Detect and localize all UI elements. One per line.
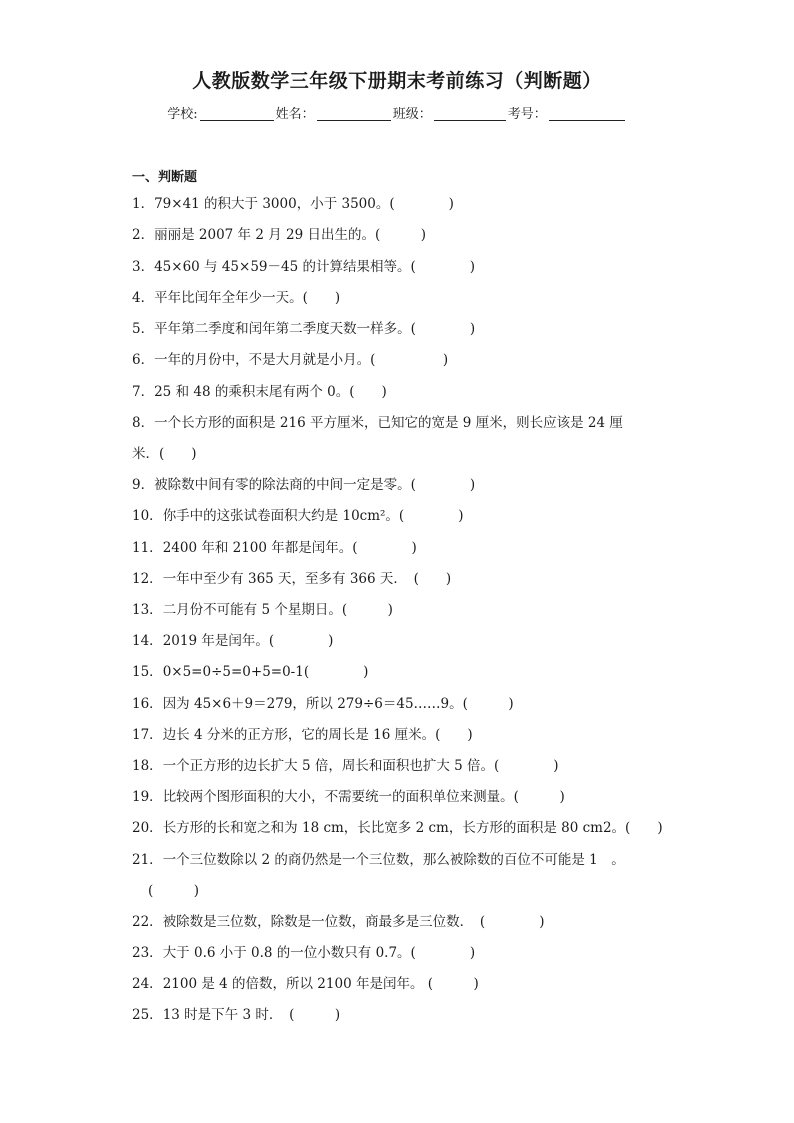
question-text: 你手中的这张试卷面积大约是 10cm²。( ) — [162, 508, 464, 524]
class-blank[interactable] — [434, 106, 506, 121]
question-number: 2． — [132, 227, 155, 243]
question-text: 大于 0.6 小于 0.8 的一位小数只有 0.7。( ) — [162, 945, 476, 961]
question-number: 11． — [132, 540, 163, 556]
question-number: 18． — [132, 758, 163, 774]
question-item — [132, 348, 448, 368]
question-number: 19． — [132, 789, 163, 805]
question-text: 边长 4 分米的正方形，它的周长是 16 厘米。( ) — [162, 727, 473, 743]
question-number: 13． — [132, 602, 163, 618]
question-text: 13 时是下午 3 时． ( ) — [162, 1007, 341, 1023]
question-item — [132, 1003, 340, 1023]
question-item — [132, 223, 426, 243]
school-blank[interactable] — [200, 106, 274, 121]
question-text: 比较两个图形面积的大小，不需要统一的面积单位来测量。( ) — [162, 789, 565, 805]
question-number: 23． — [132, 945, 163, 961]
question-item — [132, 941, 475, 961]
question-text: 25 和 48 的乘积末尾有两个 0。( ) — [154, 384, 387, 400]
class-label: 班级： — [392, 107, 432, 122]
question-text: 丽丽是 2007 年 2 月 29 日出生的。( ) — [154, 227, 426, 243]
question-number: 5． — [132, 321, 155, 337]
question-text: 平年第二季度和闰年第二季度天数一样多。( ) — [154, 321, 476, 337]
question-item — [132, 785, 565, 805]
question-number: 17． — [132, 727, 163, 743]
page-title: 人教版数学三年级下册期末考前练习（判断题） — [192, 70, 602, 92]
question-item — [132, 754, 559, 774]
question-number: 6． — [132, 352, 155, 368]
question-text: 一年的月份中，不是大月就是小月。( ) — [154, 352, 449, 368]
school-label: 学校: — [167, 107, 198, 122]
question-item — [132, 567, 451, 587]
student-info-row — [0, 103, 794, 122]
question-item — [132, 536, 417, 556]
question-item — [132, 411, 623, 431]
question-text: 长方形的长和宽之和为 18 cm，长比宽多 2 cm，长方形的面积是 80 cm2。( ) — [162, 820, 663, 836]
question-text: 一个正方形的边长扩大 5 倍，周长和面积也扩大 5 倍。( ) — [162, 758, 559, 774]
name-blank[interactable] — [317, 106, 391, 121]
question-item — [132, 816, 663, 836]
question-number: 10． — [132, 508, 163, 524]
question-text: 因为 45×6＋9＝279，所以 279÷6＝45……9。( ) — [162, 696, 514, 712]
question-item — [132, 723, 473, 743]
question-text: 2400 年和 2100 年都是闰年。( ) — [162, 540, 417, 556]
question-number: 20． — [132, 820, 163, 836]
question-number: 4． — [132, 290, 155, 306]
exam-no-blank[interactable] — [549, 106, 625, 121]
question-text: 2019 年是闰年。( ) — [162, 633, 334, 649]
question-text: 45×60 与 45×59－45 的计算结果相等。( ) — [154, 259, 476, 275]
question-number: 16． — [132, 696, 163, 712]
question-item — [132, 660, 368, 680]
question-item — [132, 286, 340, 306]
question-text: 79×41 的积大于 3000，小于 3500。( ) — [154, 196, 454, 212]
name-label: 姓名： — [275, 107, 315, 122]
question-text: 一个长方形的面积是 216 平方厘米，已知它的宽是 9 厘米，则长应该是 24 厘 — [154, 415, 623, 431]
question-item — [132, 910, 544, 930]
question-item — [132, 473, 475, 493]
question-item — [132, 317, 475, 337]
question-item — [132, 255, 475, 275]
question-text: 0×5=0÷5=0+5=0-1( ) — [162, 664, 369, 680]
question-number: 21． — [132, 852, 163, 868]
question-text: 被除数中间有零的除法商的中间一定是零。( ) — [154, 477, 476, 493]
question-number: 25． — [132, 1007, 163, 1023]
question-item — [132, 504, 463, 524]
section-title: 一、判断题 — [132, 170, 198, 185]
question-text: 一个三位数除以 2 的商仍然是一个三位数，那么被除数的百位不可能是 1 。 — [162, 852, 625, 868]
question-number: 1． — [132, 196, 155, 212]
question-text: 二月份不可能有 5 个星期日。( ) — [162, 602, 393, 618]
exam-no-label: 考号： — [507, 107, 547, 122]
question-text-continuation: ( ) — [148, 883, 200, 899]
question-number: 3． — [132, 259, 155, 275]
question-item — [132, 192, 454, 212]
question-number: 7． — [132, 384, 155, 400]
question-text: 被除数是三位数，除数是一位数，商最多是三位数． ( ) — [162, 914, 545, 930]
question-item — [132, 972, 479, 992]
question-item — [132, 692, 514, 712]
question-number: 12． — [132, 571, 163, 587]
question-number: 14． — [132, 633, 163, 649]
question-number: 8． — [132, 415, 155, 431]
question-item — [132, 598, 393, 618]
question-text: 平年比闰年全年少一天。( ) — [154, 290, 341, 306]
question-number: 15． — [132, 664, 163, 680]
question-text-continuation: 米．( ) — [132, 446, 197, 462]
question-item — [132, 629, 333, 649]
question-item — [132, 380, 387, 400]
question-number: 22． — [132, 914, 163, 930]
question-text: 一年中至少有 365 天，至多有 366 天． ( ) — [162, 571, 452, 587]
question-number: 24． — [132, 976, 163, 992]
question-number: 9． — [132, 477, 155, 493]
question-item — [132, 848, 625, 868]
question-text: 2100 是 4 的倍数，所以 2100 年是闰年。 ( ) — [162, 976, 479, 992]
